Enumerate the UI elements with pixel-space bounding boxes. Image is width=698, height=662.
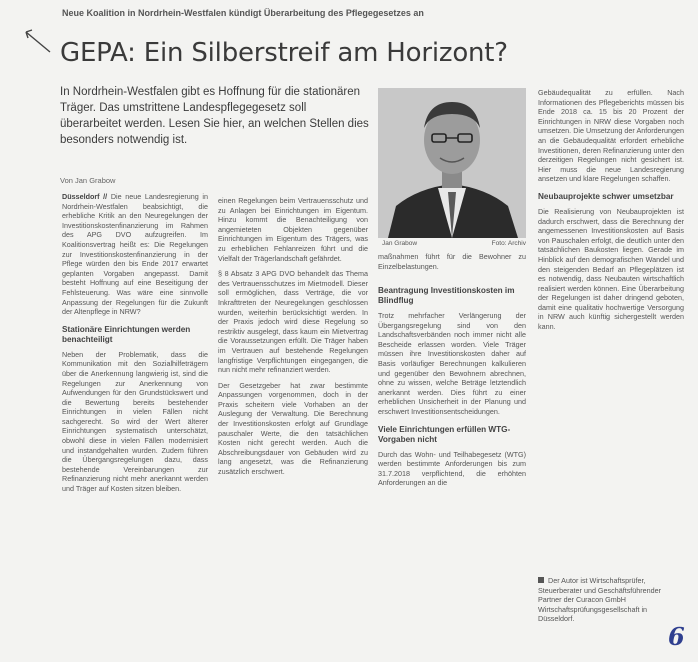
page-number: 6 (668, 622, 685, 651)
subheading: Beantragung Investitionskosten im Blindflug (378, 286, 515, 305)
paragraph: § 8 Absatz 3 APG DVO behandelt das Thema des Vertrauensschutzes im Mietmodell. Dieser soll ermöglichen, dass Verträge, die vor Inkrafttreten der Neuregelungen geschlossen wurden, weiterhin berücksichtigt werden. In der Praxis jedoch wird diese Regelung so restriktiv ausgelegt, dass kaum ein Mietvertrag die Voraussetzungen erfüllt. Die Träger haben im Vertrauen auf bestehende Regelungen langfristige Verpflichtungen eingegangen, die nun nicht mehr refinanziert werden. (218, 269, 368, 375)
pen-mark-icon (24, 28, 54, 56)
paragraph: Gebäudequalität zu erfüllen. Nach Informationen des Pflegeberichts müssen bis Ende 2018 ca. 15 bis 20 Prozent der Einrichtungen in NRW diese Vorgaben noch umsetzen. Die Umsetzung der Anforderungen an die Gebäudequalität erfordert erhebliche Investitionen, deren Refinanzierung unter den derzeitigen Regelungen nicht gesichert ist. Hier muss die neue Landesregierung ansetzen und klare Regelungen schaffen. (538, 88, 684, 184)
paragraph: Der Gesetzgeber hat zwar bestimmte Anpassungen vorgenommen, doch in der Praxis scheitern viele Vorhaben an der Auslegung der Verwaltung. Die Berechnung der Investitionskosten erfolgt auf Grundlage pauschaler Werte, die den tatsächlichen Kosten nicht gerecht werden. Auch die Abschreibungsdauer von Gebäuden wird zu lang angesetzt, was die Refinanzierung zusätzlich erschwert. (218, 380, 368, 477)
paragraph: Durch das Wohn- und Teilhabegesetz (WTG) werden bestimmte Anforderungen bis zum 31.7.2018 verpflichtend, die erhöhten Anforderungen an die (378, 449, 526, 488)
column-4 (538, 88, 684, 588)
column-3-intro (378, 252, 526, 271)
dateline: Düsseldorf // (62, 192, 108, 201)
lead-paragraph: In Nordrhein-Westfalen gibt es Hoffnung für die stationären Träger. Das umstrittene Landespflegegesetz soll überarbeitet werden. Lesen Sie hier, an welchen Stellen dies besonders notwendig ist. (60, 86, 369, 146)
column-2 (218, 196, 368, 654)
subheading: Stationäre Einrichtungen werden benachteiligt (62, 324, 191, 344)
column-3 (378, 286, 526, 656)
bullet-square-icon (538, 577, 544, 583)
paragraph (62, 192, 208, 317)
paragraph: Die Realisierung von Neubauprojekten ist dadurch erschwert, dass die Berechnung der angemessenen Investitionskosten auf Basis von Pauschalen erfolgt, die deutlich unter den tatsächlichen Baukosten liegen. Gerade im Hinblick auf den demografischen Wandel und den steigenden Bedarf an Pflegeplätzen ist es notwendig, dass Neubauten wirtschaftlich realisiert werden können. Eine Überarbeitung der Regelungen ist daher dringend geboten, damit eine qualitativ hochwertige Versorgung in NRW auch künftig sichergestellt werden kann. (538, 206, 684, 332)
photo-caption (382, 240, 526, 247)
paragraph: Neben der Problematik, dass die Kommunikation mit den Sozialhilfeträgern über die Anerkennung langwierig ist, sind die Regelungen zur Anerkennung von Aufwendungen für den Grundstückswert und die Bewertung bereits bestehender Einrichtungen in vielen Fällen nicht sachgerecht. So wird der Wert älterer Einrichtungen systematisch unterschätzt, obwohl diese in vielen Fällen modernisiert und instandgehalten wurden. Zudem führen die Übergangsregelungen dazu, dass bestehende Vereinbarungen zur Refinanzierung nicht mehr anerkannt werden und Träger auf Kosten sitzen bleiben. (62, 349, 208, 494)
caption-name: Jan Grabow (382, 240, 418, 247)
column-1 (62, 192, 208, 652)
portrait-image (378, 88, 526, 238)
author-bio (538, 576, 684, 624)
author-byline: Von Jan Grabow (60, 176, 116, 185)
paragraph: maßnahmen führt für die Bewohner zu Einzelbelastungen. (378, 252, 526, 271)
headline: GEPA: Ein Silberstreif am Horizont? (60, 38, 508, 68)
paragraph-text: Die neue Landesregierung in Nordrhein-Westfalen beabsichtigt, die erhebliche Kritik an den Neuregelungen der Investitionskostenfinanzierung im Rahmen des APG DVO aufzugreifen. Im Koalitionsvertrag heißt es: Die Regelungen zur Investitionskostenfinanzierung in der Pflege würden den bis Ende 2017 erwartet geplanten Vorgaben angepasst. Damit besteht Hoffnung auf eine Beseitigung der Fehlsteuerung. Was wäre eine sinnvolle Anpassung der Regelungen für die Zukunft der Altenpflege in NRW? (62, 192, 208, 317)
caption-credit: Foto: Archiv (491, 240, 526, 247)
kicker-line: Neue Koalition in Nordrhein-Westfalen kündigt Überarbeitung des Pflegegesetzes an (62, 8, 424, 18)
paragraph: einen Regelungen beim Vertrauensschutz und zu Anlagen bei Einrichtungen im Eigentum. Hinzu kommt die Benachteiligung von angemieteten Objekten gegenüber Einrichtungen im Eigentum des Trägers, was zu erheblichen Fehlanreizen führt und die Vielfalt der Trägerlandschaft gefährdet. (218, 196, 368, 263)
subheading: Viele Einrichtungen erfüllen WTG-Vorgaben nicht (378, 424, 511, 444)
paragraph: Trotz mehrfacher Verlängerung der Übergangsregelung sind von den Landschaftsverbänden noch immer nicht alle Bescheide erlassen worden. Viele Träger müssen ihre Investitionskosten daher auf Basis vorläufiger Berechnungen kalkulieren und gegenüber den Bewohnern abrechnen, ohne zu wissen, welche Beträge letztendlich anerkannt werden. Dies führt zu einer erheblichen Unsicherheit in der Planung und erschwert Investitionsentscheidungen. (378, 311, 526, 416)
bio-text: Der Autor ist Wirtschaftsprüfer, Steuerberater und Geschäftsführender Partner der Curacon GmbH Wirtschaftsprüfungsgesellschaft in Düsseldorf. (538, 576, 662, 624)
author-photo (378, 88, 526, 238)
subheading: Neubauprojekte schwer umsetzbar (538, 191, 674, 201)
